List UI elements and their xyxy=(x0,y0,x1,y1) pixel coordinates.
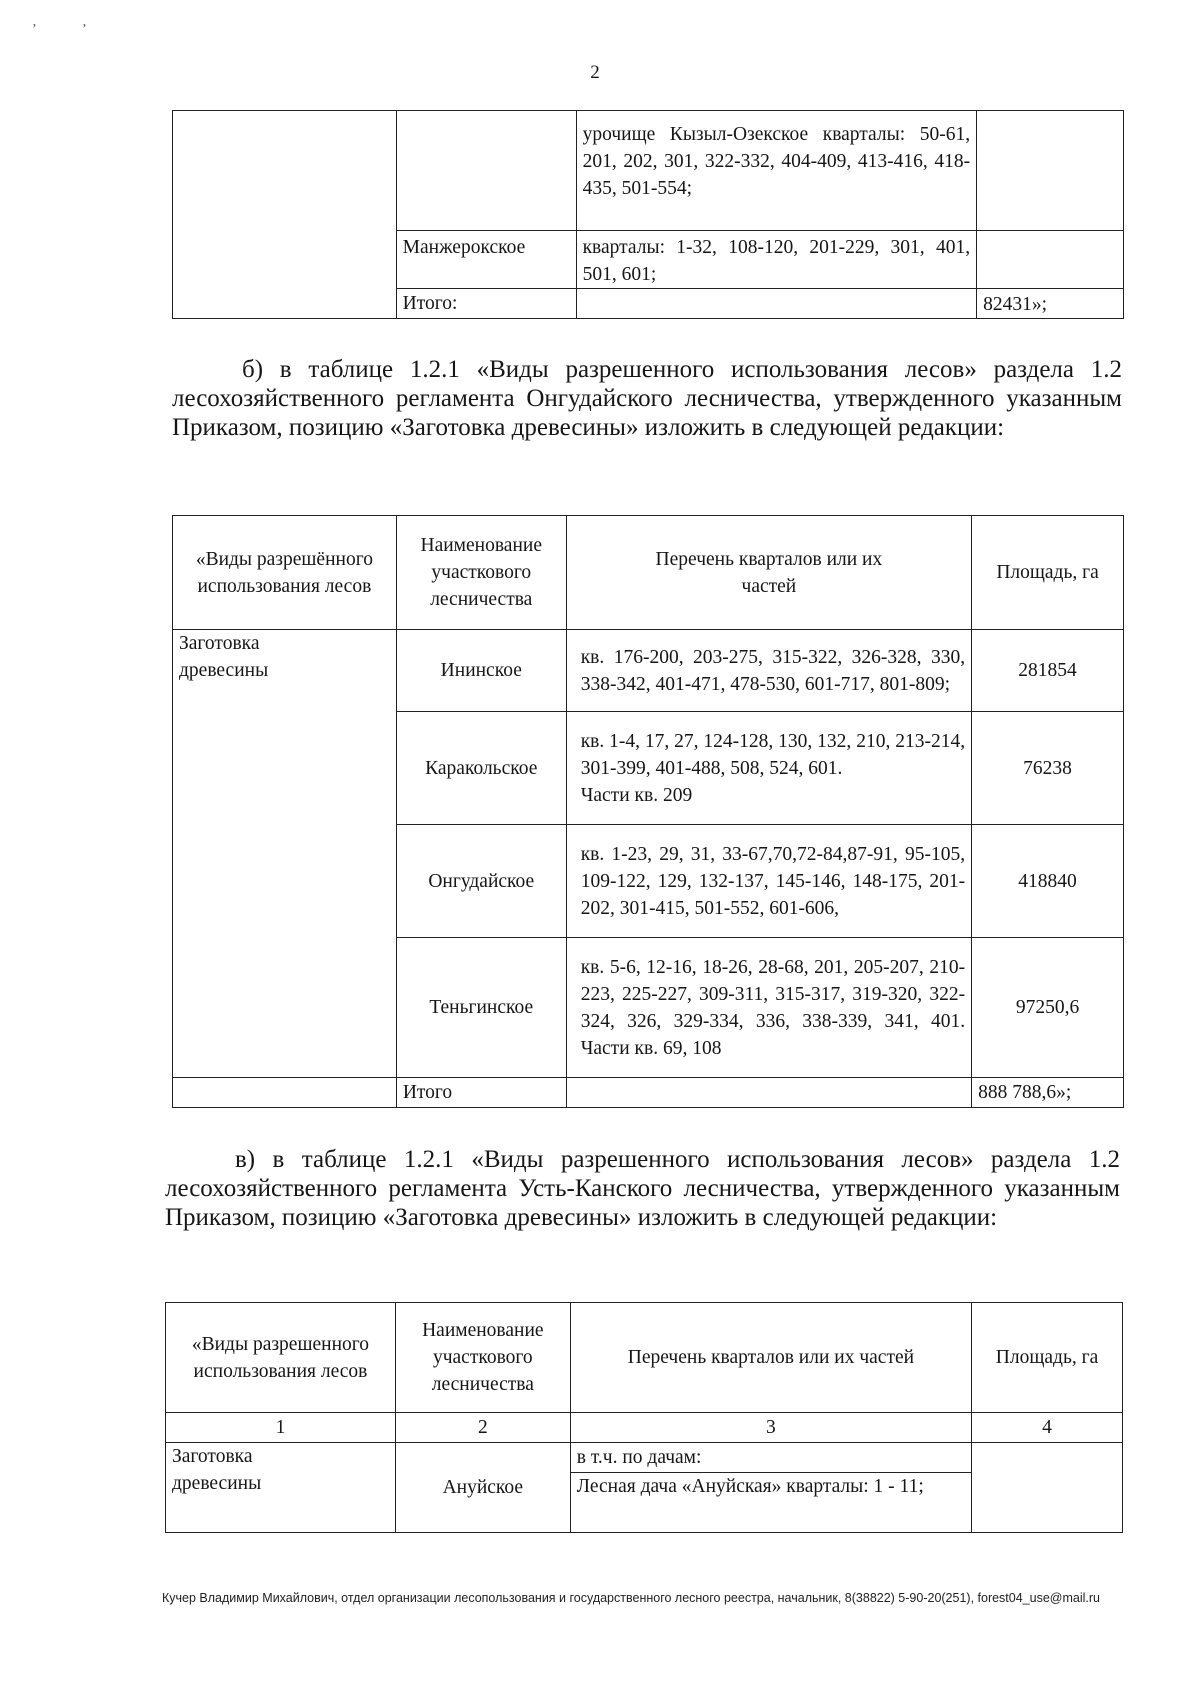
table-cell: Ануйское xyxy=(395,1443,570,1533)
table-cell xyxy=(173,1078,397,1108)
table-ust-kan xyxy=(165,1302,1123,1533)
table-ongudai xyxy=(172,515,1124,1108)
table-cell: Итого xyxy=(396,1078,566,1108)
table-cell xyxy=(972,1443,1123,1533)
table-cell: Итого: xyxy=(396,289,576,319)
table-number-row xyxy=(166,1413,1123,1443)
column-number: 2 xyxy=(395,1413,570,1443)
table-cell: Теньгинское xyxy=(396,938,566,1078)
paragraph-c: в) в таблице 1.2.1 «Виды разрешенного использования лесов» раздела 1.2 лесохозяйственного регламента Усть-Канского лесничества, утвержденного указанным Приказом, позицию «Заготовка древесины» изложить в следующей редакции: xyxy=(165,1146,1120,1231)
scan-mark: ʼ xyxy=(32,22,37,37)
table-continuation xyxy=(172,110,1124,319)
table-cell xyxy=(576,289,977,319)
table-row xyxy=(173,1078,1124,1108)
column-number: 4 xyxy=(972,1413,1123,1443)
page-number: 2 xyxy=(590,62,600,83)
table-cell: 82431»; xyxy=(977,289,1124,319)
table-cell: Ининское xyxy=(396,630,566,712)
scan-mark: ʼ xyxy=(82,22,87,37)
table-cell: 97250,6 xyxy=(972,938,1124,1078)
table-header: Перечень кварталов или их частей xyxy=(566,516,971,630)
column-number: 1 xyxy=(166,1413,396,1443)
table-cell: 281854 xyxy=(972,630,1124,712)
table-header: Наименование участкового лесничества xyxy=(395,1303,570,1413)
table-cell: 76238 xyxy=(972,712,1124,825)
table-cell xyxy=(977,231,1124,289)
table-row xyxy=(173,630,1124,712)
table-cell: Онгудайское xyxy=(396,825,566,938)
table-cell: Заготовка древесины xyxy=(166,1443,396,1533)
table-cell xyxy=(566,1078,971,1108)
table-cell: Заготовка древесины xyxy=(173,630,397,1078)
table-header: «Виды разрешённого использования лесов xyxy=(173,516,397,630)
table-row xyxy=(173,111,1124,231)
footer-contact: Кучер Владимир Михайлович, отдел организации лесопользования и государственного лесного реестра, начальник, 8(38822) 5-90-20(251), forest04_use@mail.ru xyxy=(162,1591,1100,1605)
table-header: Площадь, га xyxy=(972,1303,1123,1413)
table-cell: Лесная дача «Ануйская» кварталы: 1 - 11; xyxy=(570,1473,971,1533)
table-cell: кв. 1-23, 29, 31, 33-67,70,72-84,87-91, 95-105, 109-122, 129, 132-137, 145-146, 148-175, 201-202, 301-415, 501-552, 601-606, xyxy=(566,825,971,938)
table-header: Наименование участкового лесничества xyxy=(396,516,566,630)
table-header-row xyxy=(173,516,1124,630)
table-header: Площадь, га xyxy=(972,516,1124,630)
quarters-text: кв. 1-4, 17, 27, 124-128, 130, 132, 210, 213-214, 301-399, 401-488, 508, 524, 601. xyxy=(580,730,966,779)
table-cell: 418840 xyxy=(972,825,1124,938)
table-header-row xyxy=(166,1303,1123,1413)
table-cell: Манжерокское xyxy=(396,231,576,289)
column-number: 3 xyxy=(570,1413,971,1443)
table-header: «Виды разрешенного использования лесов xyxy=(166,1303,396,1413)
table-cell xyxy=(173,111,397,319)
table-cell: 888 788,6»; xyxy=(972,1078,1124,1108)
table-cell xyxy=(977,111,1124,231)
table-cell xyxy=(566,712,971,825)
table-cell: в т.ч. по дачам: xyxy=(570,1443,971,1473)
table-row xyxy=(166,1443,1123,1473)
quarters-extra: Части кв. 209 xyxy=(580,784,693,806)
table-cell: урочище Кызыл-Озекское кварталы: 50-61, 201, 202, 301, 322-332, 404-409, 413-416, 418-435, 501-554; xyxy=(576,111,977,231)
table-header: Перечень кварталов или их частей xyxy=(570,1303,971,1413)
table-cell: кв. 176-200, 203-275, 315-322, 326-328, 330, 338-342, 401-471, 478-530, 601-717, 801-809; xyxy=(566,630,971,712)
paragraph-b: б) в таблице 1.2.1 «Виды разрешенного использования лесов» раздела 1.2 лесохозяйственного регламента Онгудайского лесничества, утвержденного указанным Приказом, позицию «Заготовка древесины» изложить в следующей редакции: xyxy=(172,356,1122,441)
table-cell xyxy=(396,111,576,231)
table-cell: кв. 5-6, 12-16, 18-26, 28-68, 201, 205-207, 210- 223, 225-227, 309-311, 315-317, 319-320, 322-324, 326, 329-334, 336, 338-339, 341, 401. Части кв. 69, 108 xyxy=(566,938,971,1078)
table-cell: Каракольское xyxy=(396,712,566,825)
table-cell: кварталы: 1-32, 108-120, 201-229, 301, 401, 501, 601; xyxy=(576,231,977,289)
